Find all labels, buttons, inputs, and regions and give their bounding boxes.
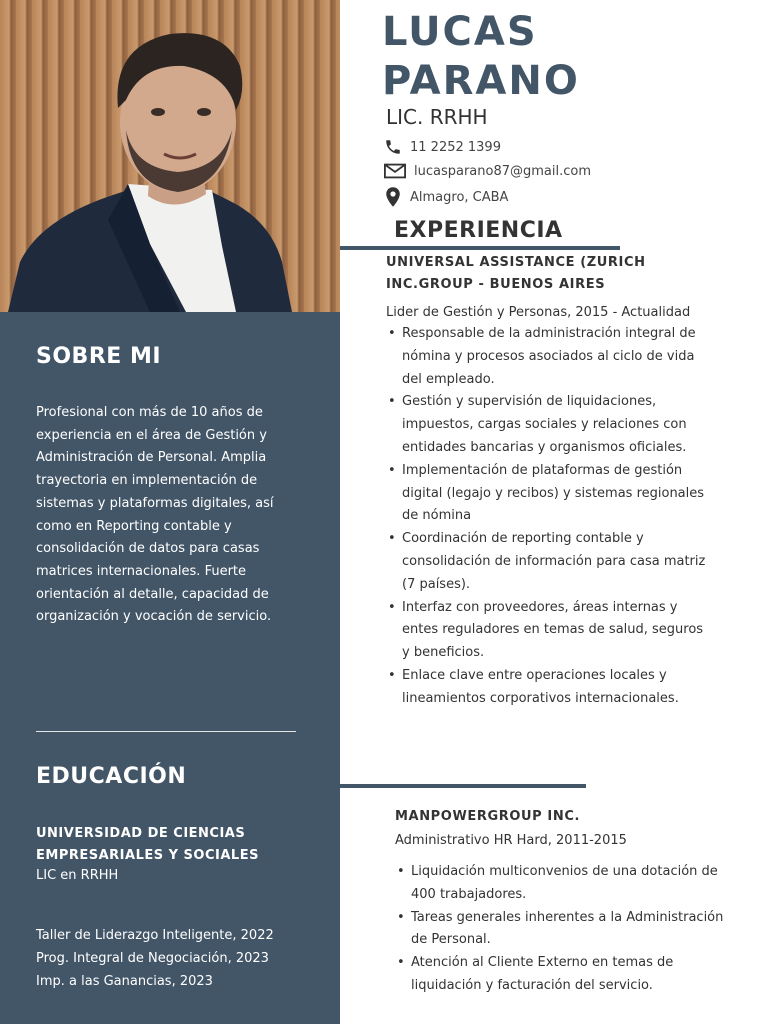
job-bullet: • Enlace clave entre operaciones locales y lineamientos corporativos internacionales. [386,665,706,711]
profile-photo [0,0,340,312]
experience-heading: EXPERIENCIA [394,218,563,243]
job-bullet: • Implementación de plataformas de gestión digital (legajo y recibos) y sistemas regionales de nómina [386,460,706,528]
job-bullet: • Atención al Cliente Externo en temas de liquidación y facturación del servicio. [395,952,740,998]
phone-icon [384,138,402,156]
job-company: MANPOWERGROUP INC. [395,809,581,824]
first-name: LUCAS [382,9,538,55]
job-title: LIC. RRHH [386,105,488,129]
experience-bar [340,246,620,250]
about-heading: SOBRE MI [36,344,162,369]
course-item: Taller de Liderazgo Inteligente, 2022 [36,928,274,943]
email-text: lucasparano87@gmail.com [414,163,592,179]
courses-list [36,924,274,993]
course-item: Prog. Integral de Negociación, 2023 [36,951,269,966]
sidebar [0,312,340,1024]
about-text: Profesional con más de 10 años de experiencia en el área de Gestión y Administración de Personal. Amplia trayectoria en implementación de sistemas y plataformas digitales, así como en Reporting contable y consolidación de datos para casas matrices internacionales. Fuerte orientación al detalle, capacidad de organización y vocación de servicio. [36,405,274,625]
location-text: Almagro, CABA [410,189,509,205]
course-item: Imp. a las Ganancias, 2023 [36,974,213,989]
contact-location [384,186,508,208]
job-bullet: • Tareas generales inherentes a la Administración de Personal. [395,907,740,953]
education-degree: LIC en RRHH [36,868,119,883]
contact-phone [384,138,501,156]
job-bullet: • Interfaz con proveedores, áreas internas y entes reguladores en temas de salud, seguros y beneficios. [386,597,706,665]
sidebar-divider [36,731,296,732]
section-bar [340,784,586,788]
job-bullet: • Responsable de la administración integral de nómina y procesos asociados al ciclo de vida del empleado. [386,323,706,391]
education-heading: EDUCACIÓN [36,764,187,789]
job-bullets [395,861,740,998]
education-school: UNIVERSIDAD DE CIENCIAS EMPRESARIALES Y SOCIALES [36,826,259,863]
job-bullets [386,323,706,711]
last-name: PARANO [382,58,580,104]
phone-text: 11 2252 1399 [410,139,501,155]
full-name [382,8,580,106]
job-role: Administrativo HR Hard, 2011-2015 [395,833,627,848]
contact-email [384,162,591,180]
job-bullet: • Gestión y supervisión de liquidaciones, impuestos, cargas sociales y relaciones con entidades bancarias y organismos oficiales. [386,391,706,459]
job-bullet: • Liquidación multiconvenios de una dotación de 400 trabajadores. [395,861,740,907]
mail-icon [384,162,406,180]
person-portrait-icon [0,0,340,312]
job-bullet: • Coordinación de reporting contable y consolidación de información para casa matriz (7 países). [386,528,706,596]
location-pin-icon [384,186,402,208]
job-company: UNIVERSAL ASSISTANCE (ZURICH INC.GROUP - BUENOS AIRES [386,255,646,292]
job-role: Lider de Gestión y Personas, 2015 - Actualidad [386,305,691,320]
